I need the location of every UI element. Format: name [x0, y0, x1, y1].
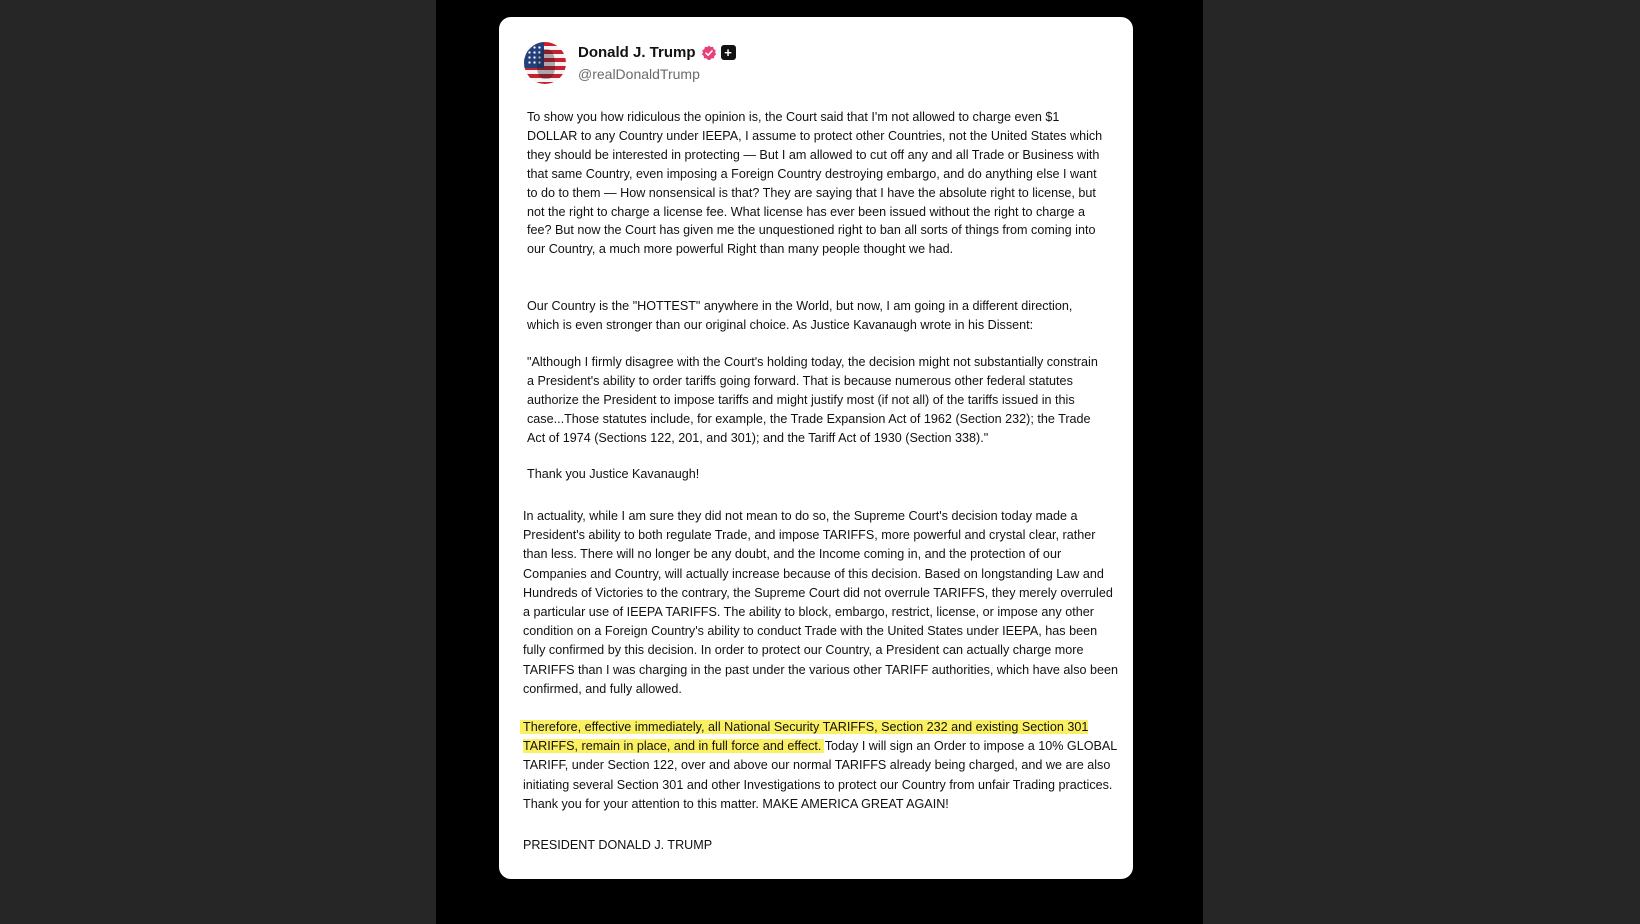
portrait-silhouette — [537, 49, 555, 79]
paragraph-1: To show you how ridiculous the opinion is, the Court said that I'm not allowed to charge even $1 DOLLAR to any Country under IEEPA, I assume to protect other Countries, not the United States which they should be interested in protecting — But I am allowed to cut off any and all Trade or Business with that same Country, even imposing a Foreign Country destroying embargo, and do anything else I want to do to them — How nonsensical is that? They are saying that I have the absolute right to license, but not the right to charge a license fee. What license has ever been issued without the right to charge a fee? But now the Court has given me the unquestioned right to ban all sorts of things from coming into our Country, a much more powerful Right than many people thought we had. — [527, 110, 1103, 257]
avatar[interactable] — [524, 42, 566, 84]
paragraph-6-rest: Today I will sign an Order to impose a 10% GLOBAL TARIFF, under Section 122, over and above our normal TARIFFS already being charged, and we are also initiating several Section 301 and other Investigations to protect our Country from unfair Trading practices. Thank you for your attention to this matter. MAKE AMERICA GREAT AGAIN! — [523, 739, 1117, 811]
paragraph-2: Our Country is the "HOTTEST" anywhere in the World, but now, I am going in a different direction, which is even stronger than our original choice. As Justice Kavanaugh wrote in his Dissent: — [527, 299, 1073, 332]
author-name-row — [578, 44, 736, 61]
plus-square-icon[interactable]: + — [721, 45, 736, 60]
author-handle[interactable]: @realDonaldTrump — [578, 66, 700, 82]
author-name[interactable]: Donald J. Trump — [578, 44, 696, 61]
paragraph-6 — [523, 718, 1118, 814]
highlighted-text: Therefore, effective immediately, all National Security TARIFFS, Section 232 and existing Section 301 TARIFFS, remain in place, and in full force and effect. — [523, 720, 1089, 754]
paragraph-5: In actuality, while I am sure they did not mean to do so, the Supreme Court's decision today made a President's ability to both regulate Trade, and impose TARIFFS, more powerful and crystal clear, rather than less. There will no longer be any doubt, and the Income coming in, and the protection of our Companies and Country, will actually increase because of this decision. Based on longstanding Law and Hundreds of Victories to the contrary, the Supreme Court did not overrule TARIFFS, they merely overruled a particular use of IEEPA TARIFFS. The ability to block, embargo, restrict, license, or impose any other condition on a Foreign Country's ability to conduct Trade with the United States under IEEPA, has been fully confirmed by this decision. In order to protect our Country, a President can actually charge more TARIFFS than I was charging in the past under the various other TARIFF authorities, which have also been confirmed, and fully allowed. — [523, 509, 1119, 696]
paragraph-4: Thank you Justice Kavanaugh! — [527, 467, 700, 481]
verified-badge-icon — [701, 45, 717, 61]
signature-line: PRESIDENT DONALD J. TRUMP — [523, 838, 713, 852]
post-card — [499, 17, 1133, 879]
paragraph-3-quote: "Although I firmly disagree with the Court's holding today, the decision might not substantially constrain a President's ability to order tariffs going forward. That is because numerous other federal statutes authorize the President to impose tariffs and might justify most (if not all) of the tariffs issued in this case...Those statutes include, for example, the Trade Expansion Act of 1962 (Section 232); the Trade Act of 1974 (Sections 122, 201, and 301); and the Tariff Act of 1930 (Section 338)." — [527, 355, 1098, 445]
